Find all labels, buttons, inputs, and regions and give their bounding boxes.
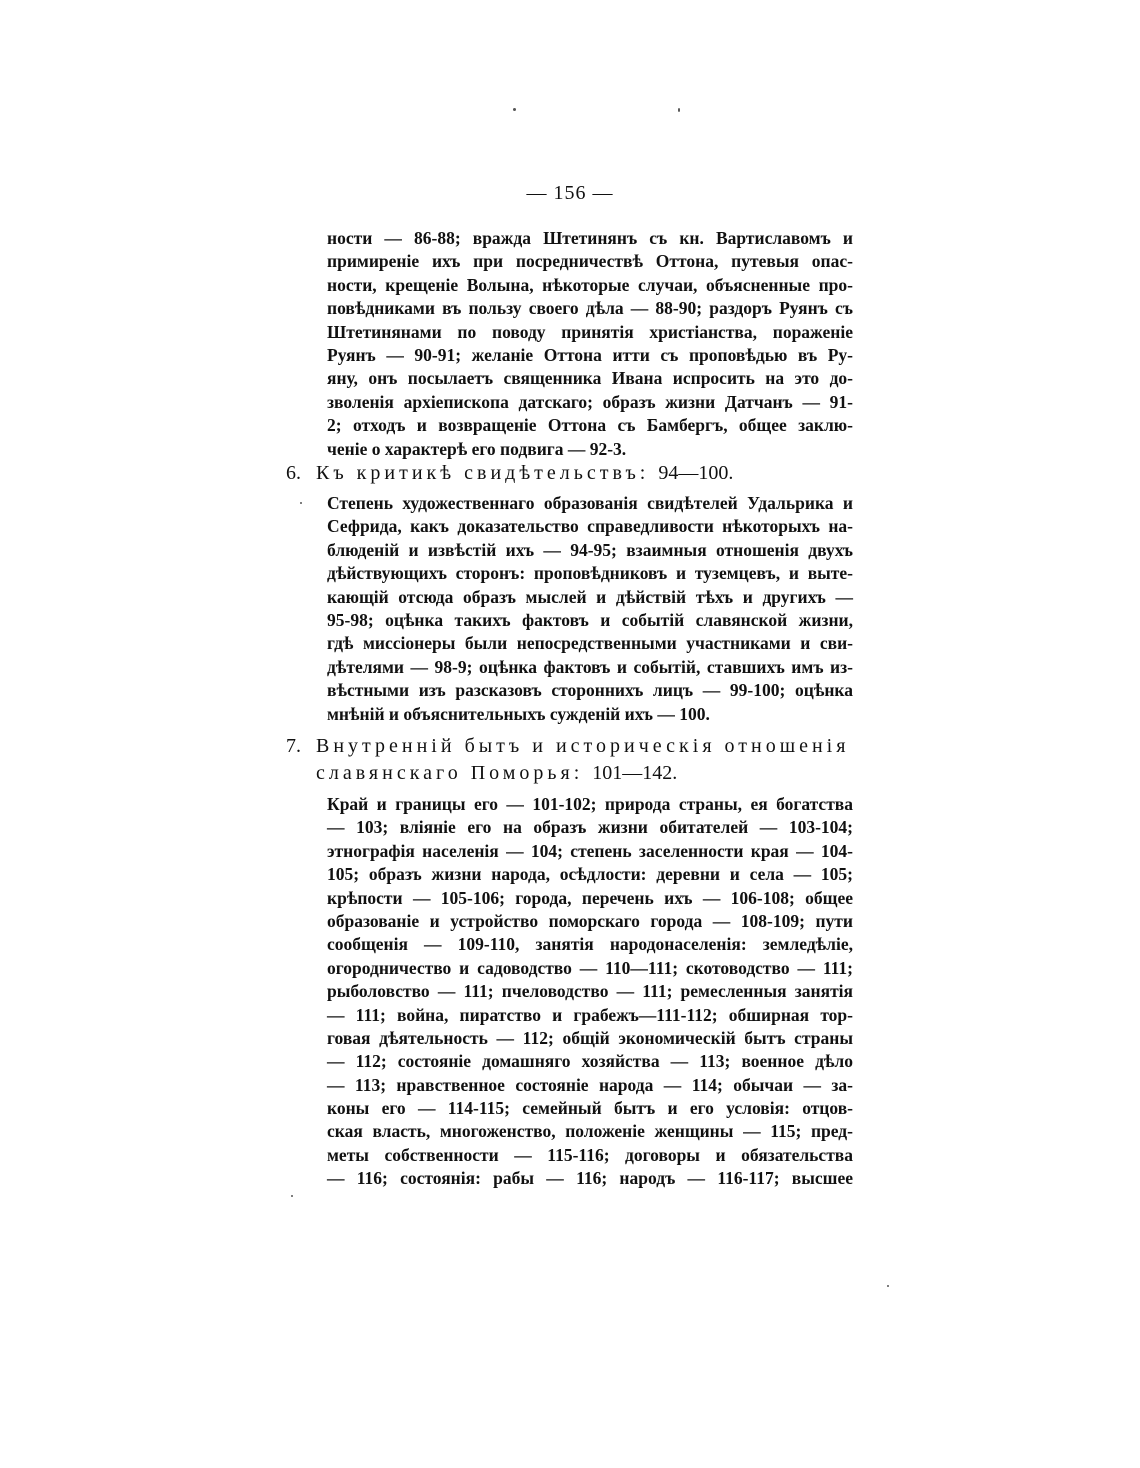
text-line: сообщенія — 109-110, занятія народонаселенія: земледѣліе, [327,934,853,955]
section-7-heading-line1 [286,732,849,760]
text-line: говая дѣятельность — 112; общій экономическій бытъ страны [327,1027,853,1048]
text-line: вѣстными изъ разсказовъ стороннихъ лицъ — 99-100; оцѣнка [327,680,853,701]
text-line: 95-98; оцѣнка такихъ фактовъ и событій славянской жизни, [327,609,853,630]
text-line: 105; образъ жизни народа, осѣдлости: деревни и села — 105; [327,864,853,885]
text-line: — 112; состояніе домашняго хозяйства — 113; военное дѣло [327,1051,853,1072]
section-7-heading-line2 [316,759,677,787]
text-line: 2; отходъ и возвращеніе Оттона съ Бамбергъ, общее заклю- [327,415,853,436]
section-6-pages: 94—100. [658,462,734,484]
text-line: огородничество и садоводство — 110—111; скотоводство — 111; [327,957,853,978]
section-6-heading [286,459,733,487]
text-line: Край и границы его — 101-102; природа страны, ея богатства [327,794,853,814]
section-7-title-line2: славянскаго Поморья: [316,762,584,784]
text-line: — 111; война, пиратство и грабежъ—111-112; обширная тор- [327,1004,853,1025]
section-6-title: Къ критикѣ свидѣтельствъ: [316,462,650,484]
text-line: ская власть, многоженство, положеніе женщины — 115; пред- [327,1121,853,1142]
text-line: зволенія архіепископа датскаго; образъ жизни Датчанъ — 91- [327,391,853,412]
section-6-number: 6. [286,462,301,484]
text-line: коны его — 114-115; семейный бытъ и его условія: отцов- [327,1098,853,1119]
text-line: — 103; вліяніе его на образъ жизни обитателей — 103-104; [327,817,853,838]
scan-speck [887,1285,889,1287]
text-line: — 116; состоянія: рабы — 116; народъ — 116-117; высшее [327,1168,853,1189]
text-line: дѣтелями — 98-9; оцѣнка фактовъ и событій, ставшихъ имъ из- [327,656,853,677]
text-line: рыболовство — 111; пчеловодство — 111; ремесленныя занятія [327,981,853,1002]
section-7-pages: 101—142. [592,762,678,784]
text-line: этнографія населенія — 104; степень заселенности края — 104- [327,840,853,861]
text-line: ности — 86-88; вражда Штетинянъ съ кн. Вартиславомъ и [327,228,853,248]
text-line: примиреніе ихъ при посредничествѣ Оттона, путевыя опас- [327,251,853,272]
section-6-paragraph [327,492,853,726]
text-line: Сефрида, какъ доказательство справедливости нѣкоторыхъ на- [327,516,853,537]
text-line: ченіе о характерѣ его подвига — 92-3. [327,438,627,459]
text-line: мнѣній и объяснительныхъ сужденій ихъ — 100. [327,703,710,724]
text-line: меты собственности — 115-116; договоры и обязательства [327,1144,853,1165]
text-line: крѣпости — 105-106; города, перечень ихъ — 106-108; общее [327,887,853,908]
page-number: — 156 — [526,182,614,204]
scan-speck [513,108,516,111]
text-line: блюденій и извѣстій ихъ — 94-95; взаимныя отношенія двухъ [327,539,853,560]
section-7-paragraph [327,793,853,1191]
text-line: Штетинянами по поводу принятія христіанства, пораженіе [327,321,853,342]
text-line: ности, крещеніе Волына, нѣкоторые случаи, объясненные про- [327,274,853,295]
section-7-number: 7. [286,735,301,757]
section-7-title-line1: Внутренній бытъ и историческія отношенія [316,735,850,757]
text-line: повѣдниками въ пользу своего дѣла — 88-90; раздоръ Руянъ съ [327,298,853,319]
text-line: дѣйствующихъ сторонъ: проповѣдниковъ и туземцевъ, и выте- [327,563,853,584]
intro-paragraph [327,227,853,461]
text-line: гдѣ миссіонеры были непосредственными участниками и сви- [327,633,853,654]
text-line: Степень художественнаго образованія свидѣтелей Удальрика и [327,493,853,513]
scan-speck [291,1195,293,1197]
scan-speck [300,502,302,504]
text-line: яну, онъ посылаетъ священника Ивана испросить на это до- [327,368,853,389]
text-line: Руянъ — 90-91; желаніе Оттона итти съ проповѣдью въ Ру- [327,344,853,365]
text-line: — 113; нравственное состояніе народа — 114; обычаи — за- [327,1074,853,1095]
text-line: кающій отсюда образъ мыслей и дѣйствій тѣхъ и другихъ — [327,586,853,607]
text-line: образованіе и устройство поморскаго города — 108-109; пути [327,910,853,931]
scan-speck [678,108,680,112]
